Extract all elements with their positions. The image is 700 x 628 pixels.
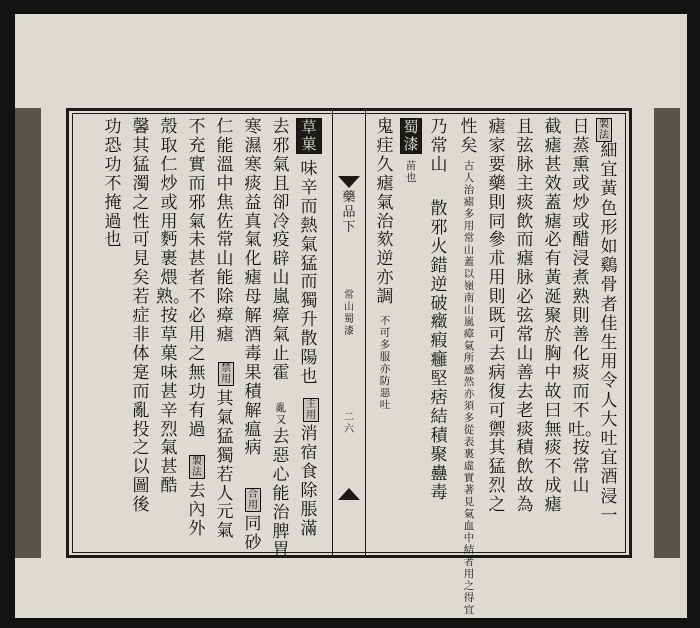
annotation-mark-zhifa: 製法 [596,118,612,142]
text-column-r7-head: 乃常山 [430,117,448,175]
text-column-l3-tail: 同砂 [244,514,262,553]
annotation-mark-zhuyong: 主用 [303,398,319,422]
text-column-r8: 鬼疰久瘧氣治欬逆亦調 [376,117,394,308]
text-column-r1: 細宜黃色形如鷄骨者佳生用令人大吐宜酒浸一 [600,141,618,526]
text-column-l8: 功恐功不掩過也 [104,117,122,251]
text-column-l2-tail: 去惡心能治脾胃 [272,427,290,561]
interlinear-note-r8: 不可多服亦防惡吐 [379,315,391,411]
text-column-r2: 日蒸熏或炒或醋浸煮熟則善化痰而不吐。按常山 [568,117,602,497]
annotation-mark-jinyong: 禁用 [218,362,234,386]
text-column-l1: 味辛而熱氣猛而獨升散陽也 [300,159,318,387]
text-column-l1-tail: 消宿食除脹滿 [300,424,318,539]
show-through-left [15,108,41,558]
text-column-l2: 去邪氣且卻冷疫辟山嵐瘴氣止霍 [272,117,290,383]
annotation-mark-heyong: 合用 [245,488,261,512]
annotation-mark-zhifa-left: 製法 [189,455,205,479]
text-column-l7: 馨其猛濁之性可見矣若症非体寔而亂投之以圖後 [132,117,150,516]
text-column-r7: 散邪火錯逆破癥瘕癰堅痞結積聚蠱毒 [430,199,448,503]
text-column-l5: 不充實而邪氣未甚者不必用之無功有過 [188,117,206,440]
sub-note-miaoye: 苗也 [405,160,417,184]
text-column-r4: 且弦脉主痰飲而瘧脉必弦常山善去老痰積飲故為 [516,117,534,516]
spine-book-name: 常山蜀漆 [344,290,354,337]
text-column-l4: 仁能溫中焦佐常山能除瘴瘧 [216,117,234,345]
interlinear-note-r6: 古人治瘧多用常山蓋以嶺南山嵐瘴氣所感然亦須多從表裏虛實著見氣血中結者用之得宜 [463,160,475,616]
show-through-right [654,108,680,558]
interlinear-note-l2: 亂又 [275,402,287,426]
spine-title: 藥品下 [342,190,356,235]
text-column-r3: 截瘧甚效蓋瘧必有黃涎聚於胸中故曰無痰不成瘧 [544,117,562,516]
text-column-r6-head: 性矣 [460,117,478,156]
text-column-l3: 寒濕寒痰益真氣化瘧母解酒毒果積解瘟病 [244,117,262,459]
section-heading-caoguo: 草菓 [296,118,322,154]
spine-page-number: 二六 [344,412,354,435]
text-column-l5-tail: 去內外 [188,481,206,539]
text-column-l6: 殼取仁炒或用麪裹煨熟。按草菓味甚辛烈氣甚酷 [156,117,190,497]
text-column-l4-tail: 其氣猛獨若人元氣 [216,389,234,542]
section-heading-shuqi: 蜀漆 [400,118,422,154]
text-column-r5: 瘧家要藥則同參朮用則既可去病復可禦其猛烈之 [488,117,506,516]
